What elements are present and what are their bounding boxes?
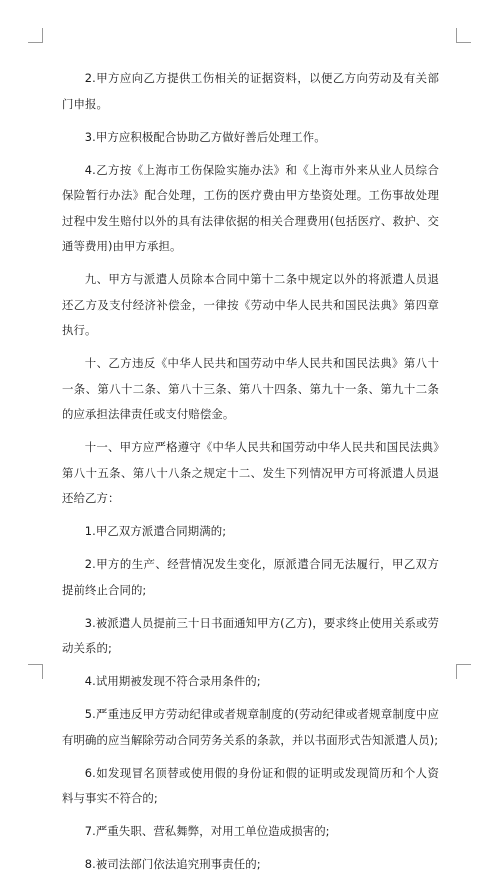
paragraph-article-11: 十一、甲方应严格遵守《中华人民共和国劳动中华人民共和国民法典》第八十五条、第八十八条之规定十二、发生下列情况甲方可将派遣人员退还给乙方： xyxy=(62,440,439,505)
paragraph-article-10: 十、乙方违反《中华人民共和国劳动中华人民共和国民法典》第八十一条、第八十二条、第八十三条、第八十四条、第九十一条、第九十二条的应承担法律责任或支付赔偿金。 xyxy=(62,356,439,421)
crop-mark-top-left xyxy=(28,28,43,43)
list-item-3: 3.被派遣人员提前三十日书面通知甲方(乙方)，要求终止使用关系或劳动关系的; xyxy=(62,615,439,655)
document-body xyxy=(62,66,439,885)
paragraph-clause-2: 2.甲方应向乙方提供工伤相关的证据资料，以便乙方向劳动及有关部门申报。 xyxy=(62,71,439,111)
list-item-5: 5.严重违反甲方劳动纪律或者规章制度的(劳动纪律或者规章制度中应有明确的应当解除劳动合同劳务关系的条款，并以书面形式告知派遣人员); xyxy=(62,707,439,747)
list-item-4: 4.试用期被发现不符合录用条件的; xyxy=(84,674,261,688)
list-item-2: 2.甲方的生产、经营情况发生变化，原派遣合同无法履行，甲乙双方提前终止合同的; xyxy=(62,557,439,597)
crop-mark-top-right xyxy=(456,28,471,43)
list-item-8: 8.被司法部门依法追究刑事责任的; xyxy=(84,857,261,871)
list-item-1: 1.甲乙双方派遣合同期满的; xyxy=(84,524,227,538)
paragraph-article-9: 九、甲方与派遣人员除本合同中第十二条中规定以外的将派遣人员退还乙方及支付经济补偿金，一律按《劳动中华人民共和国民法典》第四章执行。 xyxy=(62,272,439,337)
crop-mark-bottom-right xyxy=(456,664,471,679)
paragraph-clause-3: 3.甲方应积极配合协助乙方做好善后处理工作。 xyxy=(84,129,326,144)
list-item-6: 6.如发现冒名顶替或使用假的身份证和假的证明或发现简历和个人资料与事实不符合的; xyxy=(62,765,439,805)
list-item-7: 7.严重失职、营私舞弊，对用工单位造成损害的; xyxy=(84,824,330,838)
crop-mark-bottom-left xyxy=(28,664,43,679)
paragraph-clause-4: 4.乙方按《上海市工伤保险实施办法》和《上海市外来从业人员综合保险暂行办法》配合处理，工伤的医疗费由甲方垫资处理。工伤事故处理过程中发生赔付以外的具有法律依据的相关合理费用(包括医疗、救护、交通等费用)由甲方承担。 xyxy=(62,162,439,253)
